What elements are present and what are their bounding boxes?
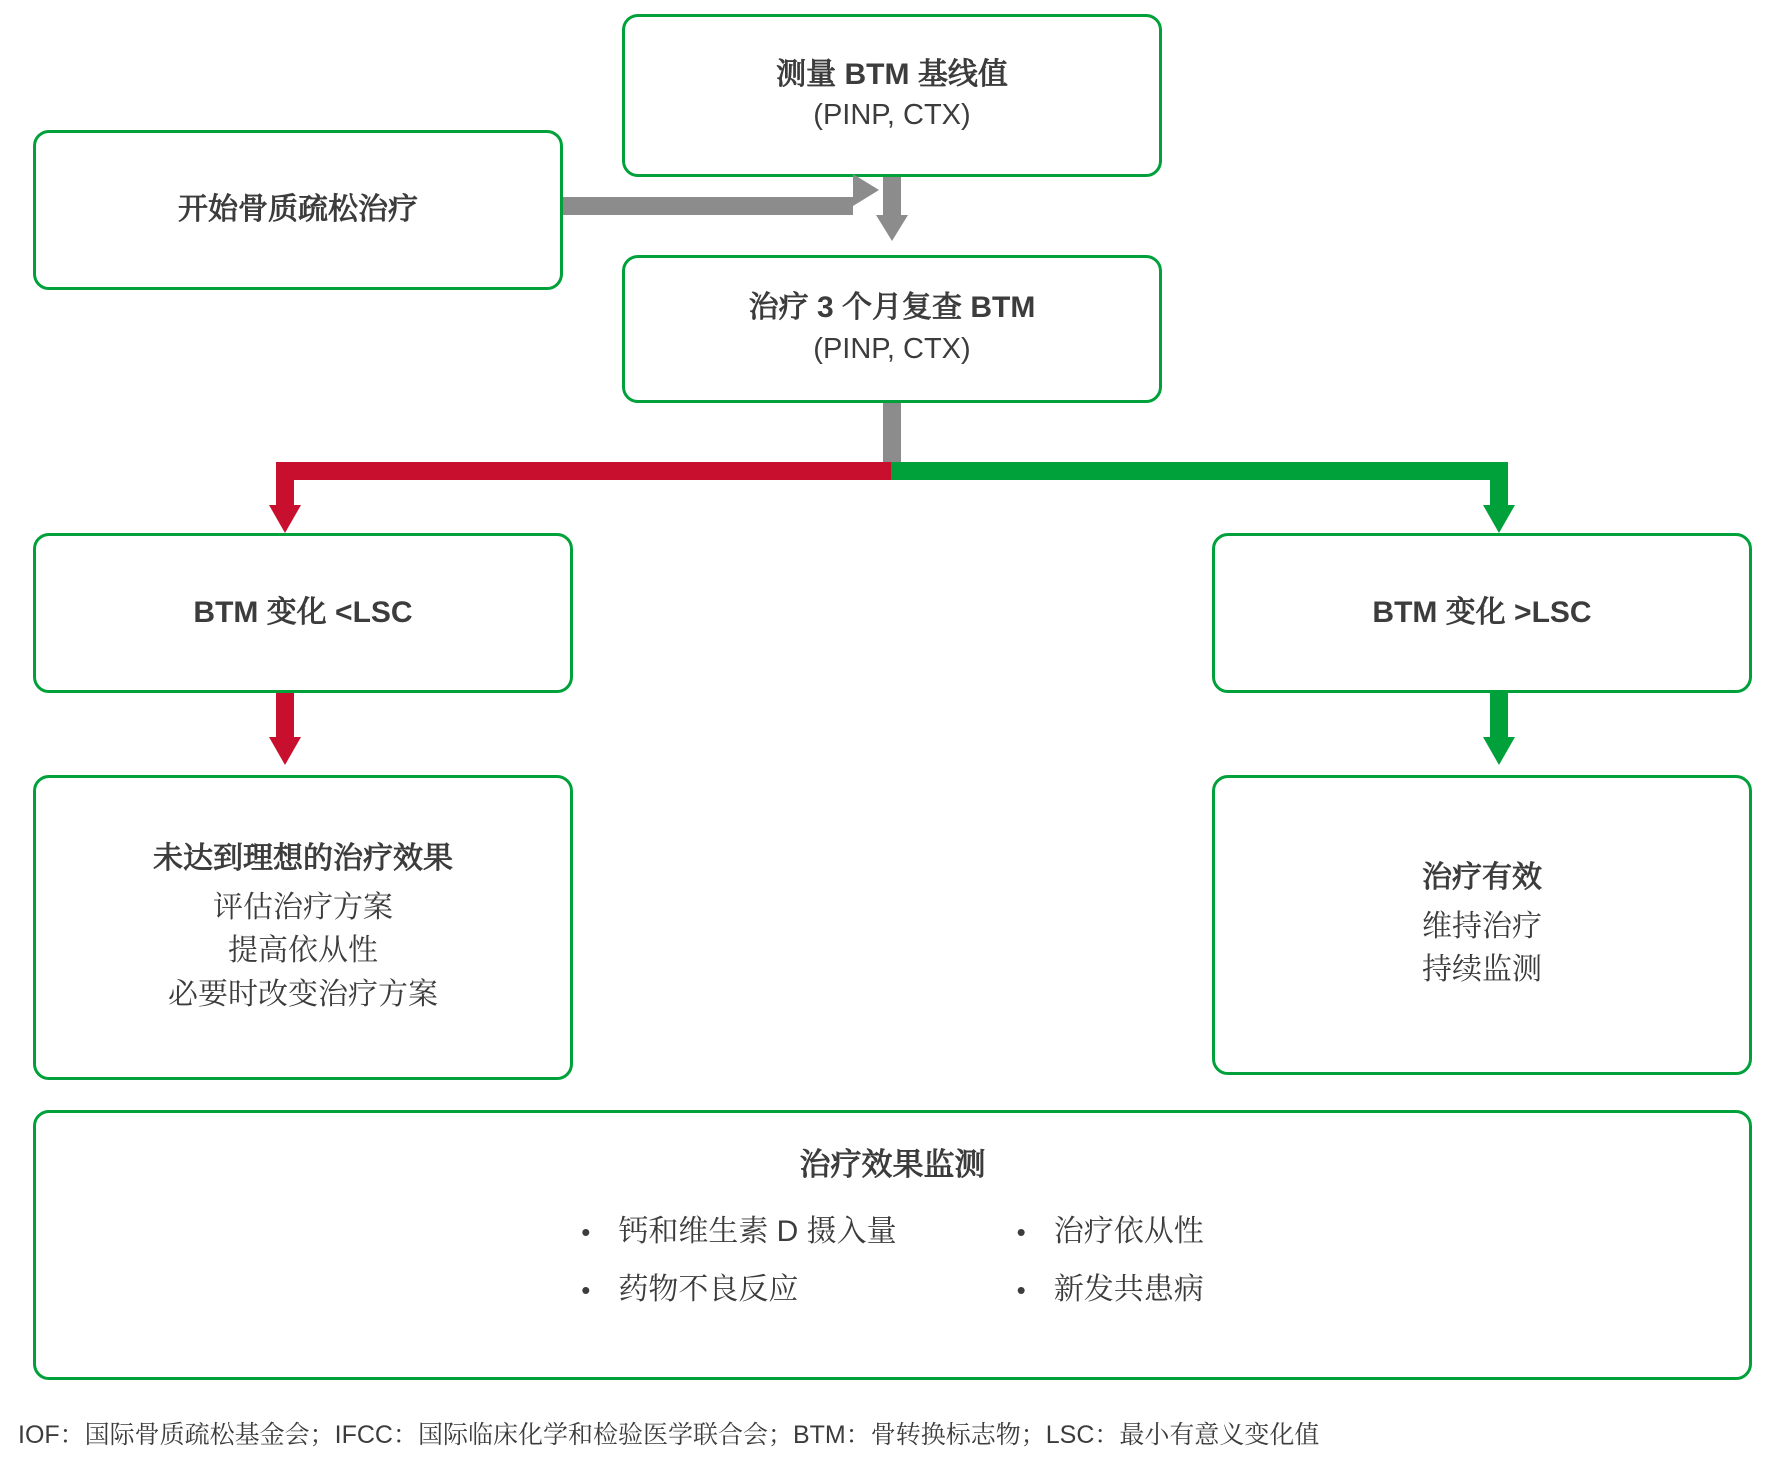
monitoring-columns — [50, 1206, 1735, 1308]
connector-less-lsc-to-suboptimal-line — [276, 693, 294, 743]
node-change-greater-lsc — [1212, 533, 1752, 693]
list-item — [581, 1264, 896, 1308]
connector-greater-lsc-to-effective-line — [1490, 693, 1508, 743]
node-effective-line-1: 维持治疗 — [1422, 909, 1542, 943]
list-item — [1017, 1264, 1204, 1308]
arrowhead-split-to-less-lsc — [269, 505, 301, 533]
connector-start-to-recheck-horizontal — [563, 197, 853, 215]
node-change-less-lsc-title: BTM 变化 <LSC — [193, 595, 413, 629]
connector-split-bus-right — [891, 462, 1508, 480]
node-start-treatment — [33, 130, 563, 290]
node-baseline-btm-sub: (PINP, CTX) — [813, 99, 971, 132]
monitoring-left-item-1: 钙和维生素 D 摄入量 — [618, 1215, 897, 1248]
arrowhead-start-to-recheck — [853, 174, 879, 206]
node-suboptimal-line-2: 提高依从性 — [228, 934, 378, 967]
node-monitoring-title: 治疗效果监测 — [799, 1147, 986, 1182]
footnote-abbreviations: IOF：国际骨质疏松基金会；IFCC：国际临床化学和检验医学联合会；BTM：骨转换标志物；LSC：最小有意义变化值 — [18, 1421, 1320, 1449]
node-effective-line-2: 持续监测 — [1422, 953, 1542, 987]
arrowhead-split-to-greater-lsc — [1483, 505, 1515, 533]
bullet-icon: • — [581, 1275, 591, 1305]
node-recheck-btm-title: 治疗 3 个月复查 BTM — [748, 291, 1036, 325]
arrowhead-less-lsc-to-suboptimal — [269, 737, 301, 765]
node-suboptimal-response — [33, 775, 573, 1080]
bullet-icon: • — [581, 1217, 591, 1247]
monitoring-left-item-2: 药物不良反应 — [618, 1273, 799, 1306]
arrowhead-greater-lsc-to-effective — [1483, 737, 1515, 765]
monitoring-column-left — [581, 1206, 896, 1308]
node-monitoring — [33, 1110, 1752, 1380]
node-recheck-btm — [622, 255, 1162, 403]
node-change-less-lsc — [33, 533, 573, 693]
monitoring-column-right — [1017, 1206, 1204, 1308]
node-change-greater-lsc-title: BTM 变化 >LSC — [1372, 595, 1592, 629]
connector-recheck-to-split-line — [883, 403, 901, 471]
arrowhead-baseline-to-recheck — [876, 215, 908, 241]
connector-split-bus-left — [276, 462, 891, 480]
node-baseline-btm — [622, 14, 1162, 177]
bullet-icon: • — [1016, 1217, 1026, 1247]
node-recheck-btm-sub: (PINP, CTX) — [813, 332, 971, 365]
node-suboptimal-line-3: 必要时改变治疗方案 — [168, 977, 438, 1011]
node-baseline-btm-title: 测量 BTM 基线值 — [776, 57, 1008, 91]
list-item — [1017, 1206, 1204, 1250]
monitoring-right-item-2: 新发共患病 — [1053, 1273, 1204, 1306]
node-effective-response-title: 治疗有效 — [1422, 861, 1542, 895]
list-item — [581, 1206, 896, 1250]
node-suboptimal-response-title: 未达到理想的治疗效果 — [153, 842, 453, 875]
node-start-treatment-title: 开始骨质疏松治疗 — [178, 192, 418, 226]
bullet-icon: • — [1016, 1275, 1026, 1305]
node-suboptimal-line-1: 评估治疗方案 — [213, 890, 393, 924]
monitoring-right-item-1: 治疗依从性 — [1053, 1215, 1204, 1248]
node-effective-response — [1212, 775, 1752, 1075]
